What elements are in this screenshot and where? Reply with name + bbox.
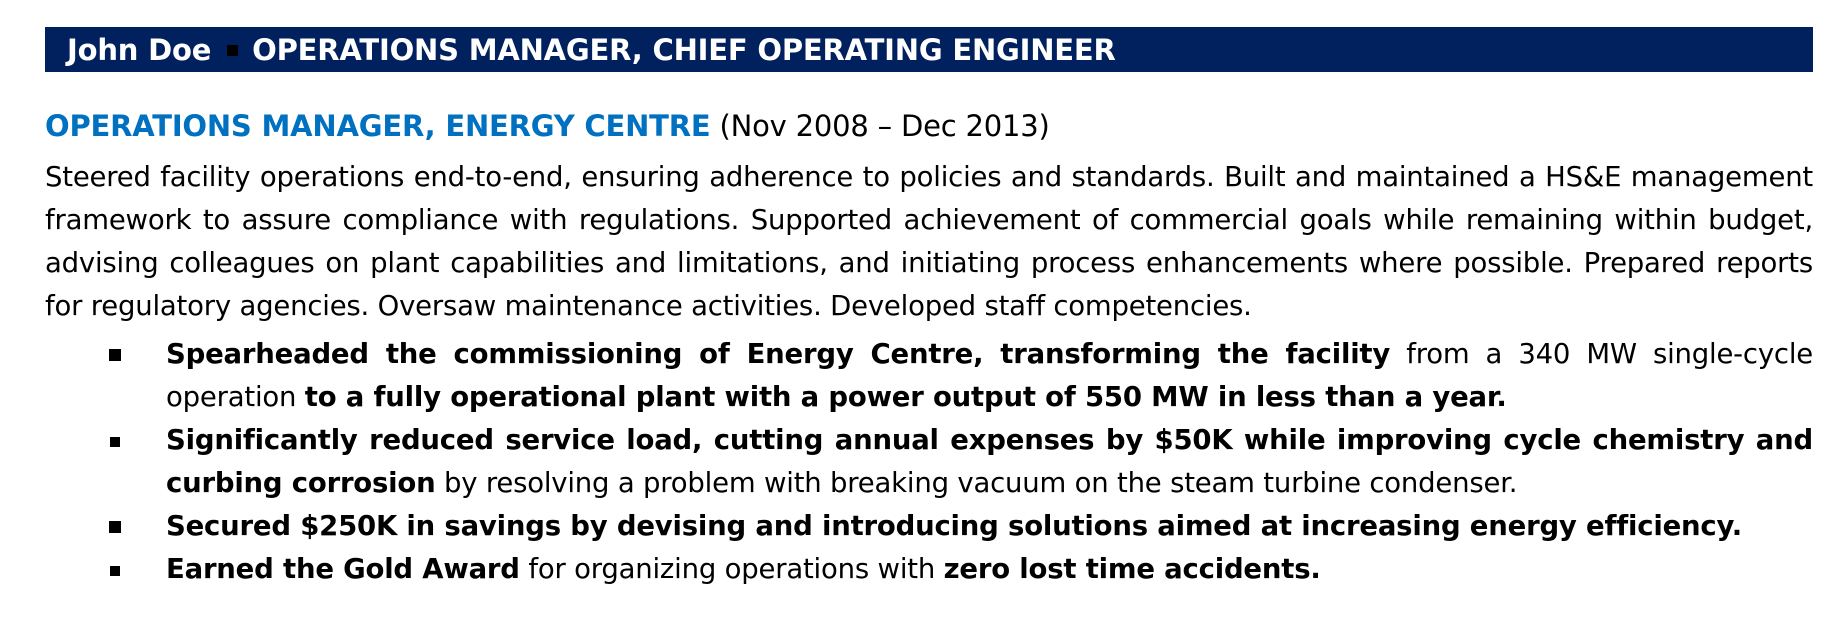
achievement-item <box>45 333 1813 419</box>
square-bullet-icon <box>109 521 121 533</box>
resume-section <box>45 27 1813 591</box>
position-title: OPERATIONS MANAGER, ENERGY CENTRE <box>45 109 711 143</box>
achievements-list <box>45 333 1813 591</box>
square-bullet-icon <box>110 437 120 447</box>
achievement-item <box>45 548 1813 591</box>
position-dates: (Nov 2008 – Dec 2013) <box>719 109 1050 143</box>
square-separator-icon <box>227 45 238 56</box>
candidate-headline: OPERATIONS MANAGER, CHIEF OPERATING ENGINEER <box>252 32 1116 67</box>
achievement-text: from a 340 MW single-cycle operation <box>166 338 1813 413</box>
achievement-bold-text: Spearheaded the commissioning of Energy Centre, transforming the facility <box>166 338 1391 370</box>
achievement-bold-text: Earned the Gold Award <box>166 553 520 585</box>
candidate-name: John Doe <box>67 32 212 67</box>
square-bullet-icon <box>110 566 120 576</box>
square-bullet-icon <box>109 349 121 361</box>
achievement-text: by resolving a problem with breaking vacuum on the steam turbine condenser. <box>435 467 1518 499</box>
position-heading <box>45 109 1813 143</box>
achievement-bold-text: to a fully operational plant with a power output of 550 MW in less than a year. <box>304 381 1507 413</box>
achievement-item <box>45 419 1813 505</box>
achievement-text: for organizing operations with <box>519 553 944 585</box>
achievement-item <box>45 505 1813 548</box>
position-summary: Steered facility operations end-to-end, ensuring adherence to policies and standards. Built and maintained a HS&E management framework to assure compliance with regulations. Supported achievement of commercial goals while remaining within budget, advising colleagues on plant capabilities and limitations, and initiating process enhancements where possible. Prepared reports for regulatory agencies. Oversaw maintenance activities. Developed staff competencies. <box>45 161 1813 322</box>
achievement-bold-text: Significantly reduced service load, cutting annual expenses by $50K while improving cycle chemistry and curbing corrosion <box>166 424 1813 499</box>
achievement-bold-text: zero lost time accidents. <box>943 553 1321 585</box>
header-bar <box>45 27 1813 72</box>
achievement-bold-text: Secured $250K in savings by devising and introducing solutions aimed at increasing energy efficiency. <box>166 510 1742 542</box>
